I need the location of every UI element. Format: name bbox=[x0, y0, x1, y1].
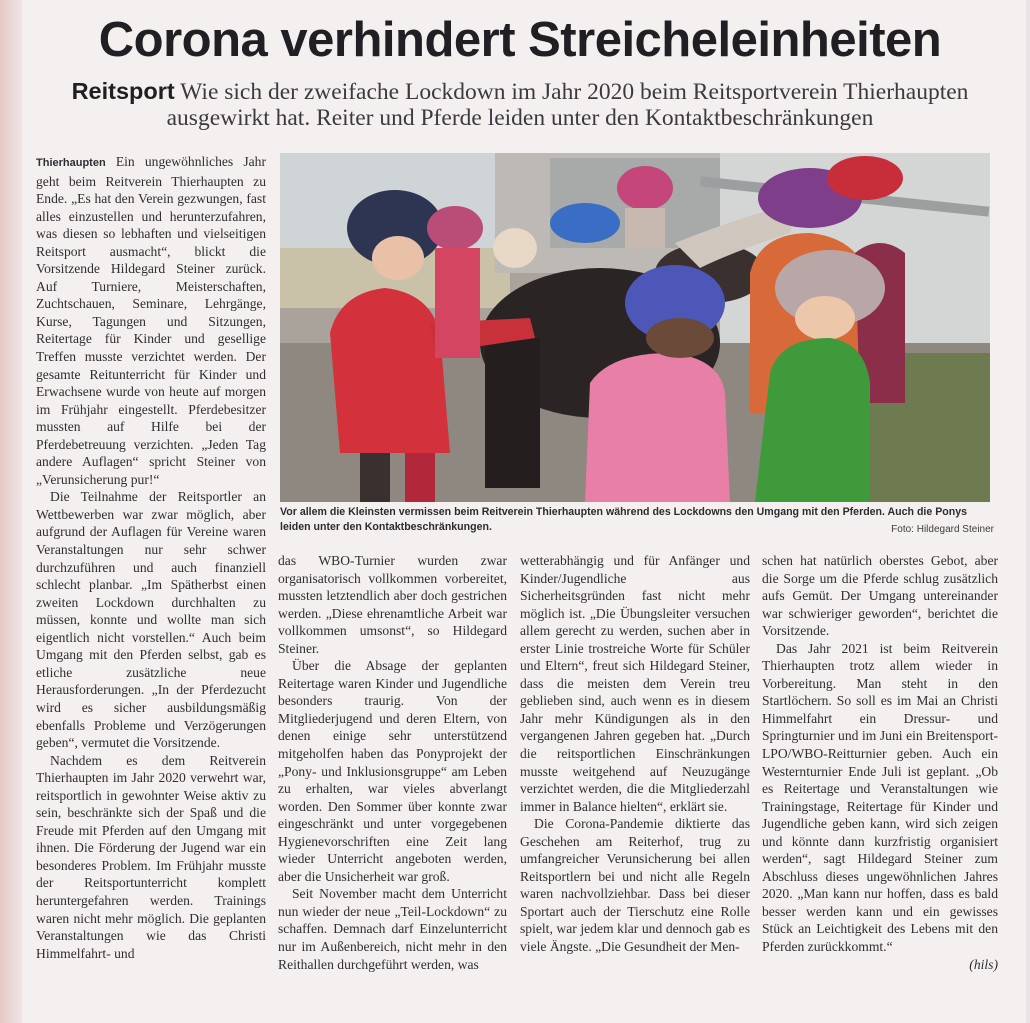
photo-children-grooming-pony bbox=[280, 153, 990, 502]
headline: Corona verhindert Streicheleinheiten bbox=[98, 13, 942, 67]
subheadline bbox=[40, 78, 1000, 131]
photo-credit: Foto: Hildegard Steiner bbox=[891, 524, 994, 535]
author-signature: (hils) bbox=[969, 956, 998, 972]
paragraph: Die Teilnahme der Reitsportler an Wettbewerben war zwar möglich, aber aufgrund der Auflagen für Vereine waren Veranstaltungen nur sehr schwer durchzuführen und auch finanziell schlecht planbar. „Im Spätherbst einen zweiten Lockdown durchhalten zu müssen, konnte und wollte man sich eigentlich nicht vorstellen.“ Auch beim Umgang mit den Pferden selbst, gab es etliche zusätzliche neue Herausforderungen. „In der Pferdezucht wird es sicher ausbildungsmäßig ebenfalls Probleme und Verzögerungen geben“, vermutet die Vorsitzende. bbox=[36, 489, 266, 751]
page-edge bbox=[0, 0, 22, 1023]
subhead-kicker: Reitsport bbox=[71, 78, 175, 104]
paragraph: Seit November macht dem Unterricht nun wieder der neue „Teil-Lockdown“ zu schaffen. Demnach darf Einzelunterricht nur im Außenbereich, nicht mehr in den Reithallen durchgeführt werden, was bbox=[278, 886, 507, 972]
author-line bbox=[762, 956, 998, 974]
subhead-text: Wie sich der zweifache Lockdown im Jahr 2020 beim Reitsportverein Thierhaupten ausgewirkt hat. Reiter und Pferde leiden unter den Kontaktbeschränkungen bbox=[166, 79, 969, 131]
paragraph: schen hat natürlich oberstes Gebot, aber die Sorge um die Pferde schlug zusätzlich aufs Gemüt. Der Umgang untereinander war schwieriger geworden“, berichtet die Vorsitzende. bbox=[762, 553, 998, 639]
article-column-4 bbox=[762, 552, 998, 1023]
article-column-2 bbox=[278, 552, 507, 1023]
paragraph: Über die Absage der geplanten Reitertage waren Kinder und Jugendliche besonders traurig. Von der Mitgliederjugend und deren Eltern, von denen einige sehr unterstützend mitgeholfen haben das Ponyprojekt der „Pony- und Inklusionsgruppe“ am Leben zu erhalten, war vieles abverlangt worden. Den Sommer über konnte zwar eingeschränkt und unter vorgegebenen Hygienevorschriften eine Zeit lang wieder Unterricht angeboten werden, aber die Unsicherheit war groß. bbox=[278, 658, 507, 884]
article-column-1 bbox=[36, 153, 266, 1023]
paragraph: Nachdem es dem Reitverein Thierhaupten im Jahr 2020 verwehrt war, reitsportlich in gewohnter Weise aktiv zu sein, beschränkte sich der Spaß und die Freude mit Pferden auf den Umgang mit ihnen. Die Förderung der Jugend war ein besonderes Problem. Im Frühjahr musste der Reitsportunterricht komplett heruntergefahren werden. Trainings waren nicht mehr möglich. Die geplanten Veranstaltungen wie das Christi Himmelfahrt- und bbox=[36, 752, 266, 961]
article-photo bbox=[280, 153, 990, 502]
paragraph: Das Jahr 2021 ist beim Reitverein Thierhaupten trotz allem wieder in Vorbereitung. Man steht in den Startlöchern. So soll es im Mai an Christi Himmelfahrt ein Dressur- und Springturnier und im Juni ein Breitensport-LPO/WBO-Reitturnier geben. Auch ein Westernturnier Ende Juli ist geplant. „Ob es Reitertage und Veranstaltungen wie Trainingstage, Reitertage für Kinder und Jugendliche geben kann, wird sich zeigen und könnte dann kurzfristig organisiert werden“, sagt Hildegard Steiner zum Abschluss dieses ungewöhnlichen Jahres 2020. „Man kann nur hoffen, dass es bald besser werden kann und ein gewisses Stück an Leichtigkeit des Lebens mit den Pferden zurückkommt.“ bbox=[762, 640, 998, 955]
paragraph: Die Corona-Pandemie diktierte das Geschehen am Reiterhof, trug zu umfangreicher Verunsicherung bei allen Reitsportlern bei und nicht alle Regeln waren nachvollziehbar. Dass bei dieser Sportart auch der Tierschutz eine Rolle spielt, war jedem klar und dennoch gab es viele Ängste. „Die Gesundheit der Men- bbox=[520, 816, 750, 955]
paragraph-text: Ein ungewöhnliches Jahr geht beim Reitverein Thierhaupten zu Ende. „Es hat den Verein gezwungen, fast alles einzustellen und herunterzufahren, was diesen so lebhaften und vielseitigen Reitsport ausmacht“, blickt die Vorsitzende Hildegard Steiner zurück. Auf Turniere, Meisterschaften, Zuchtschauen, Seminare, Lehrgänge, Kurse, Tagungen und Sitzungen, Reitertage für Kinder und gesellige Treffen musste verzichtet werden. Der gesamte Reitunterricht für Kinder und Erwachsene wurde von heute auf morgen im Frühjahr eingestellt. Pferdebesitzer mussten auf Hilfe bei der Pferdebetreuung verzichten. „Jeden Tag andere Auflagen“ spricht Steiner von „Verunsicherung pur!“ bbox=[36, 154, 266, 487]
paragraph: das WBO-Turnier wurden zwar organisatorisch vollkommen vorbereitet, mussten letztendlich aber doch gestrichen werden. „Diese ehrenamtliche Arbeit war vollkommen umsonst“, so Hildegard Steiner. bbox=[278, 553, 507, 656]
article-column-3 bbox=[520, 552, 750, 1023]
paragraph: wetterabhängig und für Anfänger und Kinder/Jugendliche aus Sicherheitsgründen fast nicht mehr möglich ist. „Die Übungsleiter versuchen allem gerecht zu werden, suchen aber in erster Linie trostreiche Worte für Schüler und Eltern“, freut sich Hildegard Steiner, dass die meisten dem Verein treu geblieben sind, auch wenn es in diesem Jahr mehr Kündigungen als in den vergangenen Jahren gegeben hat. „Durch die reitsportlichen Einschränkungen musste weitgehend auf Neuzugänge verzichtet werden, die die Mitgliederzahl immer in Balance hielten“, erklärt sie. bbox=[520, 553, 750, 814]
paragraph bbox=[36, 153, 266, 488]
dateline: Thierhaupten bbox=[36, 157, 106, 169]
photo-caption: Vor allem die Kleinsten vermissen beim Reitverein Thierhaupten während des Lockdowns den Umgang mit den Pferden. Auch die Ponys leiden unter den Kontaktbeschränkungen. bbox=[280, 506, 967, 533]
